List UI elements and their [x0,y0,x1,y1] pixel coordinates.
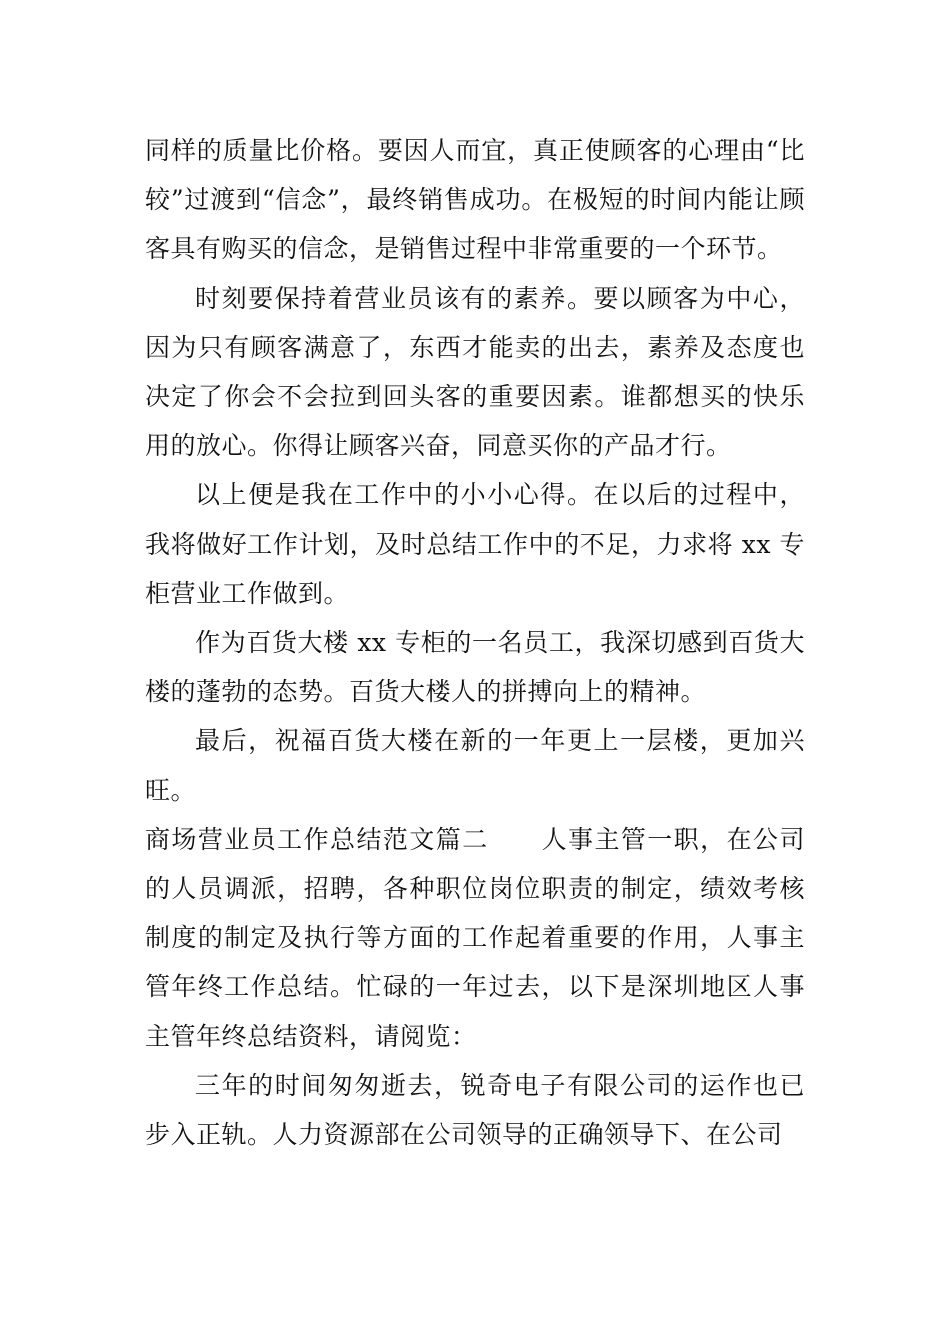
document-body [145,126,805,1159]
paragraph-5: 最后，祝福百货大楼在新的一年更上一层楼，更加兴旺。 [145,726,805,805]
paragraph-2: 时刻要保持着营业员该有的素养。要以顾客为中心，因为只有顾客满意了，东西才能卖的出去，素养及态度也决定了你会不会拉到回头客的重要因素。谁都想买的快乐用的放心。你得让顾客兴奋，同意买你的产品才行。 [145,283,805,461]
paragraph-1: 同样的质量比价格。要因人而宜，真正使顾客的心理由“比较”过渡到“信念”，最终销售成功。在极短的时间内能让顾客具有购买的信念，是销售过程中非常重要的一个环节。 [145,136,805,264]
paragraph-7: 三年的时间匆匆逝去，锐奇电子有限公司的运作也已步入正轨。人力资源部在公司领导的正确领导下、在公司 [145,1070,805,1150]
paragraph-4: 作为百货大楼 xx 专柜的一名员工，我深切感到百货大楼的蓬勃的态势。百货大楼人的拼搏向上的精神。 [145,628,805,707]
section-paragraph [145,815,805,1061]
section-title: 商场营业员工作总结范文篇二 [145,824,489,854]
paragraph-6: 人事主管一职，在公司的人员调派，招聘，各种职位岗位职责的制定，绩效考核制度的制定及执行等方面的工作起着重要的作用，人事主管年终工作总结。忙碌的一年过去，以下是深圳地区人事主管年终总结资料，请阅览： [145,824,805,1051]
paragraph-3: 以上便是我在工作中的小小心得。在以后的过程中，我将做好工作计划，及时总结工作中的不足，力求将 xx 专柜营业工作做到。 [145,480,805,608]
